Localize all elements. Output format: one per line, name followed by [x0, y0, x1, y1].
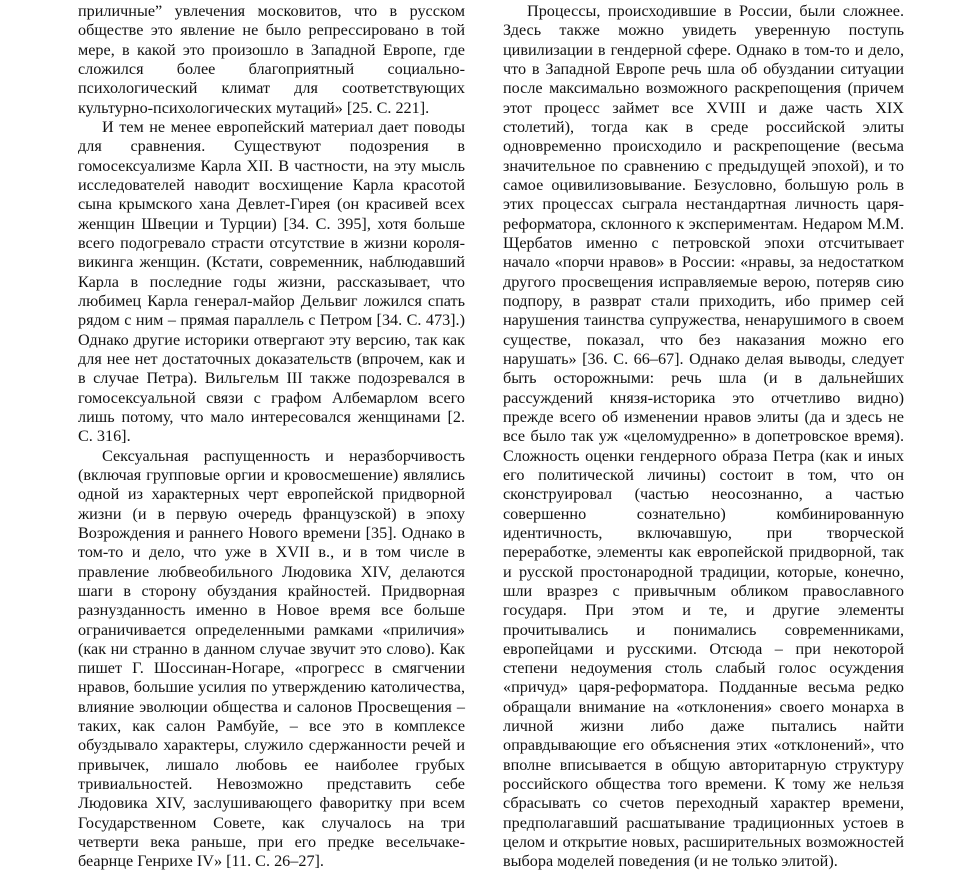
- paragraph-right-1: Процессы, происходившие в России, были сложнее. Здесь также можно увидеть уверенную поступь цивилизации в гендерной сфере. Однако в том-то и дело, что в Западной Европе речь шла об обуздании ситуации после максимально возможного раскрепощения (причем этот процесс займет все XVIII и даже часть XIX столетий), тогда как в среде российской элиты одновременно происходило и раскрепощение (весьма значительное по сравнению с предыдущей эпохой), и то самое оцивилизовывание. Безусловно, большую роль в этих процессах сыграла нестандартная личность царя-реформатора, склонного к экспериментам. Недаром М.М. Щербатов именно с петровской эпохи отсчитывает начало «порчи нравов» в России: «нравы, за недостатком другого просвещения исправляемые верою, потеряв сию подпору, в разврат стали приходить, ибо пример сей нарушения таинства супружества, ненарушимого в своем существе, показал, что без наказания можно его нарушать» [36. С. 66–67]. Однако делая выводы, следует быть осторожными: речь шла (и в дальнейших рассуждений князя-историка это отчетливо видно) прежде всего об изменении нравов элиты (да и здесь не все было так уж «целомудренно» в допетровское время). Сложность оценки гендерного образа Петра (как и иных его политической личины) состоит в том, что он сконструировал (частью неосознанно, а частью совершенно сознательно) комбинированную идентичность, включавшую, при творческой переработке, элементы как европейской придворной, так и русской простонародной традиции, которые, конечно, шли вразрез с привычным обликом православного государя. При этом и те, и другие элементы прочитывались и понимались современниками, европейцами и русскими. Отсюда – при некоторой степени недоумения столь слабый голос осуждения «причуд» царя-реформатора. Подданные весьма редко обращали внимание на «отклонения» своего монарха в личной жизни либо даже пытались найти оправдывающие его объяснения этих «отклонений», что вполне вписывается в общую авторитарную структуру российского общества того времени. К тому же нельзя сбрасывать со счетов переходный характер времени, предполагавший расшатывание традиционных устоев в целом и открытие новых, расширительных возможностей выбора моделей поведения (и не только элитой).: [503, 2, 904, 871]
- paragraph-left-1: приличные” увлечения московитов, что в русском обществе это явление не было репрессировано в той мере, в какой это произошло в Западной Европе, где сложился более благоприятный социально-психологический климат для соответствующих культурно-психологических мутаций» [25. С. 221].: [78, 2, 465, 117]
- text-column-left: [78, 2, 465, 872]
- paragraph-left-2: И тем не менее европейский материал дает поводы для сравнения. Существуют подозрения в гомосексуализме Карла XII. В частности, на эту мысль исследователей наводит восхищение Карла красотой сына крымского хана Девлет-Гирея (он красивей всех женщин Швеции и Турции) [34. С. 395], хотя больше всего подогревало страсти отсутствие в жизни короля-викинга женщин. (Кстати, современник, наблюдавший Карла в последние годы жизни, рассказывает, что любимец Карла генерал-майор Дельвиг ложился спать рядом с ним – прямая параллель с Петром [34. С. 473].) Однако другие историки отвергают эту версию, так как для нее нет достаточных доказательств (впрочем, как и в случае Петра). Вильгельм III также подозревался в гомосексуальной связи с графом Албемарлом всего лишь потому, что мало интересовался женщинами [2. С. 316].: [78, 117, 465, 446]
- text-column-right: [503, 2, 904, 872]
- paragraph-left-3: Сексуальная распущенность и неразборчивость (включая групповые оргии и кровосмешение) являлись одной из характерных черт европейской придворной жизни (и в первую очередь французской) в эпоху Возрождения и раннего Нового времени [35]. Однако в том-то и дело, что уже в XVII в., и в том числе в правление любвеобильного Людовика XIV, делаются шаги в сторону обуздания крайностей. Придворная разнузданность именно в Новое время все больше ограничивается определенными рамками «приличия» (как ни странно в данном случае звучит это слово). Как пишет Г. Шоссинан-Ногаре, «прогресс в смягчении нравов, большие усилия по утверждению католичества, влияние эволюции общества и салонов Просвещения – таких, как салон Рамбуйе, – все это в комплексе обуздывало характеры, служило сдержанности речей и привычек, лишало любовь ее наиболее грубых тривиальностей. Невозможно представить себе Людовика XIV, заслушивающего фаворитку при всем Государственном Совете, как случалось на три четверти века раньше, при его предке весельчаке-беарнце Генрихе IV» [11. С. 26–27].: [78, 446, 465, 871]
